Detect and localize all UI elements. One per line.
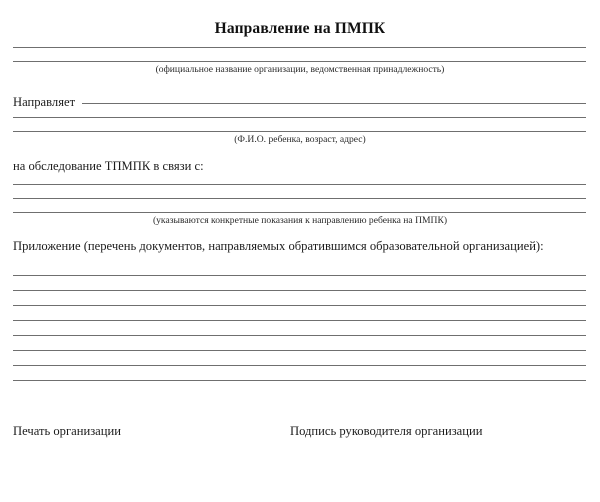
attachment-label: Приложение (перечень документов, направляемых обратившимся образовательной организацией):: [13, 239, 544, 253]
reason-blank-line-1[interactable]: [13, 184, 586, 185]
napravlyaet-blank-line[interactable]: [82, 103, 586, 104]
attachment-blank-line-8[interactable]: [13, 380, 586, 381]
examination-reason-label: на обследование ТПМПК в связи с:: [13, 159, 204, 173]
attachment-blank-line-6[interactable]: [13, 350, 586, 351]
signature-label: Подпись руководителя организации: [290, 424, 483, 438]
child-blank-line-2[interactable]: [13, 117, 586, 118]
seal-label: Печать организации: [13, 424, 121, 438]
organization-blank-line-1[interactable]: [13, 47, 586, 48]
reason-blank-line-2[interactable]: [13, 198, 586, 199]
attachment-blank-line-1[interactable]: [13, 275, 586, 276]
attachment-blank-line-2[interactable]: [13, 290, 586, 291]
napravlyaet-label: Направляет: [13, 95, 76, 109]
organization-caption: (официальное название организации, ведомственная принадлежность): [155, 64, 445, 75]
reason-caption: (указываются конкретные показания к направлению ребенка на ПМПК): [152, 215, 448, 226]
attachment-blank-line-5[interactable]: [13, 335, 586, 336]
organization-blank-line-2[interactable]: [13, 61, 586, 62]
attachment-blank-line-3[interactable]: [13, 305, 586, 306]
page-title: Направление на ПМПК: [214, 20, 386, 37]
child-blank-line-3[interactable]: [13, 131, 586, 132]
attachment-blank-line-7[interactable]: [13, 365, 586, 366]
reason-blank-line-3[interactable]: [13, 212, 586, 213]
child-caption: (Ф.И.О. ребенка, возраст, адрес): [234, 134, 366, 145]
attachment-blank-line-4[interactable]: [13, 320, 586, 321]
